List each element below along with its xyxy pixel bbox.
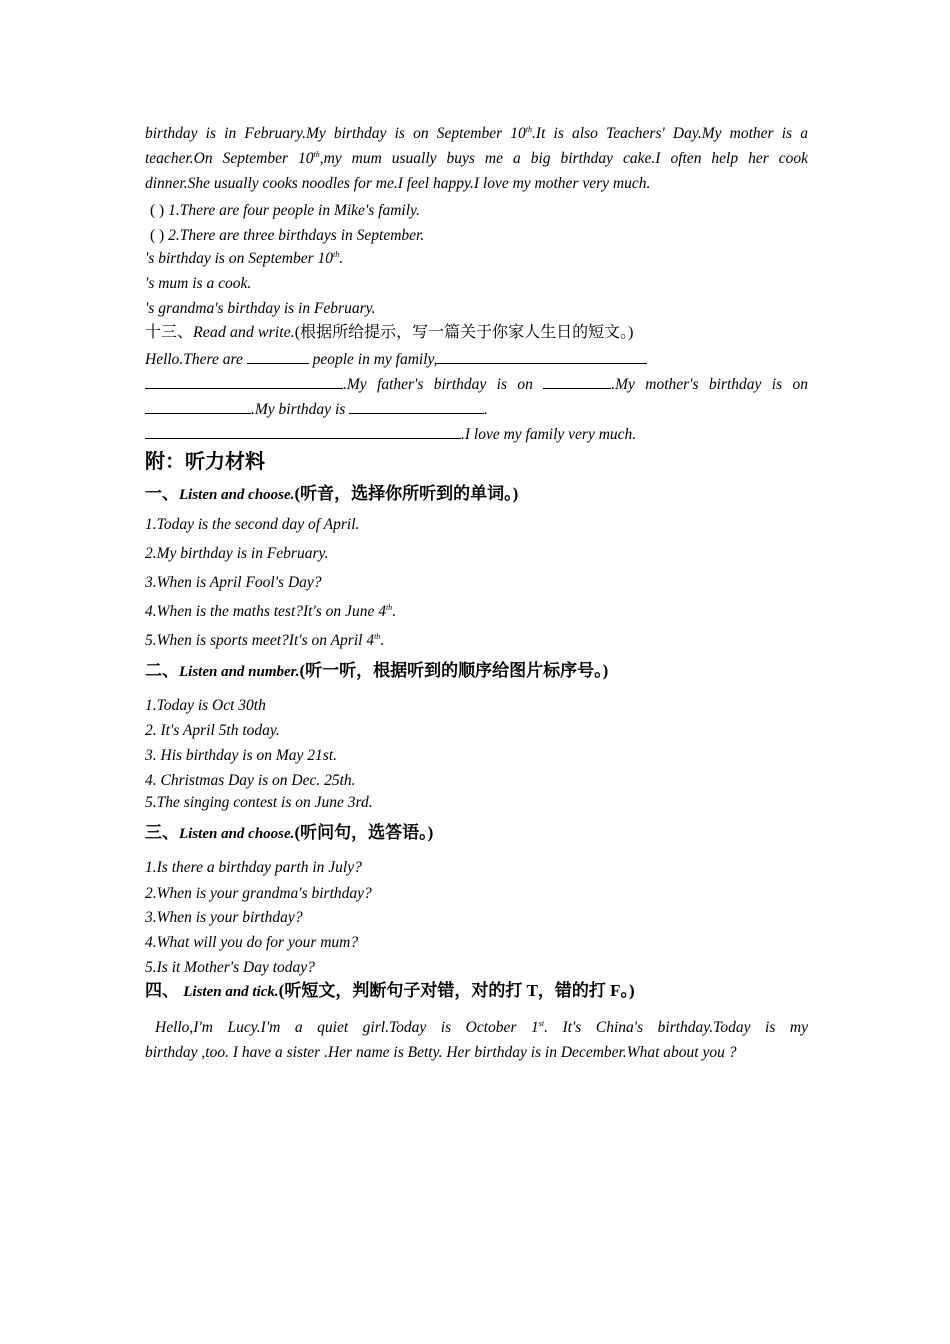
- blank-members[interactable]: [437, 349, 647, 364]
- fill-item-2: 's mum is a cook.: [145, 275, 252, 292]
- reading-line-2: teacher.On September 10th,my mum usually buys me a big birthday cake.I often help her cook: [145, 149, 809, 167]
- listening-section-3-heading: 三、Listen and choose.(听问句，选答语。): [145, 823, 434, 842]
- listening-section-2-heading: 二、Listen and number.(听一听，根据听到的顺序给图片标序号。): [145, 661, 609, 680]
- reading-line-3: dinner.She usually cooks noodles for me.I feel happy.I love my mother very much.: [145, 175, 651, 192]
- fill-item-1: 's birthday is on September 10th.: [145, 249, 344, 267]
- listening-section-1-heading: 一、Listen and choose.(听音，选择你所听到的单词。): [145, 484, 519, 503]
- blank-people[interactable]: [247, 349, 309, 364]
- listening-2-item-5: 5.The singing contest is on June 3rd.: [145, 794, 373, 811]
- listening-1-item-1: 1.Today is the second day of April.: [145, 516, 360, 533]
- listening-2-item-1: 1.Today is Oct 30th: [145, 697, 266, 714]
- writing-line-3: .My birthday is .: [145, 399, 808, 420]
- tf-item-1: ( ) 1.There are four people in Mike's family.: [150, 202, 420, 219]
- reading-line-1: birthday is in February.My birthday is on September 10th.It is also Teachers' Day.My mother is a: [145, 124, 808, 142]
- listening-4-passage-line-1: Hello,I'm Lucy.I'm a quiet girl.Today is October 1st. It's China's birthday.Today is my: [155, 1018, 808, 1036]
- blank-extra[interactable]: [145, 424, 461, 439]
- blank-mother-birthday[interactable]: [145, 399, 251, 414]
- listening-1-item-2: 2.My birthday is in February.: [145, 545, 329, 562]
- tf-item-2: ( ) 2.There are three birthdays in September.: [150, 227, 425, 244]
- listening-section-4-heading: 四、 Listen and tick.(听短文，判断句子对错，对的打 T，错的打 F。): [145, 981, 635, 1000]
- writing-line-1: Hello.There are people in my family,: [145, 349, 808, 370]
- listening-3-item-5: 5.Is it Mother's Day today?: [145, 959, 315, 976]
- listening-3-item-1: 1.Is there a birthday parth in July?: [145, 859, 362, 876]
- listening-3-item-2: 2.When is your grandma's birthday?: [145, 885, 372, 902]
- listening-2-item-3: 3. His birthday is on May 21st.: [145, 747, 338, 764]
- listening-1-item-4: 4.When is the maths test?It's on June 4th.: [145, 602, 397, 620]
- blank-intro[interactable]: [145, 374, 343, 389]
- blank-my-birthday[interactable]: [349, 399, 484, 414]
- listening-3-item-4: 4.What will you do for your mum?: [145, 934, 359, 951]
- section-13-heading: 十三、Read and write.(根据所给提示，写一篇关于你家人生日的短文。): [145, 324, 634, 341]
- listening-2-item-2: 2. It's April 5th today.: [145, 722, 280, 739]
- listening-1-item-3: 3.When is April Fool's Day?: [145, 574, 322, 591]
- listening-2-item-4: 4. Christmas Day is on Dec. 25th.: [145, 772, 356, 789]
- writing-line-2: .My father's birthday is on .My mother's birthday is on: [145, 374, 808, 395]
- writing-line-4: .I love my family very much.: [145, 424, 808, 445]
- appendix-title: 附：听力材料: [145, 451, 265, 473]
- fill-item-3: 's grandma's birthday is in February.: [145, 300, 376, 317]
- listening-4-passage-line-2: birthday ,too. I have a sister .Her name is Betty. Her birthday is in December.What about you ?: [145, 1044, 737, 1061]
- listening-1-item-5: 5.When is sports meet?It's on April 4th.: [145, 631, 385, 649]
- listening-3-item-3: 3.When is your birthday?: [145, 909, 303, 926]
- blank-father-birthday[interactable]: [543, 374, 611, 389]
